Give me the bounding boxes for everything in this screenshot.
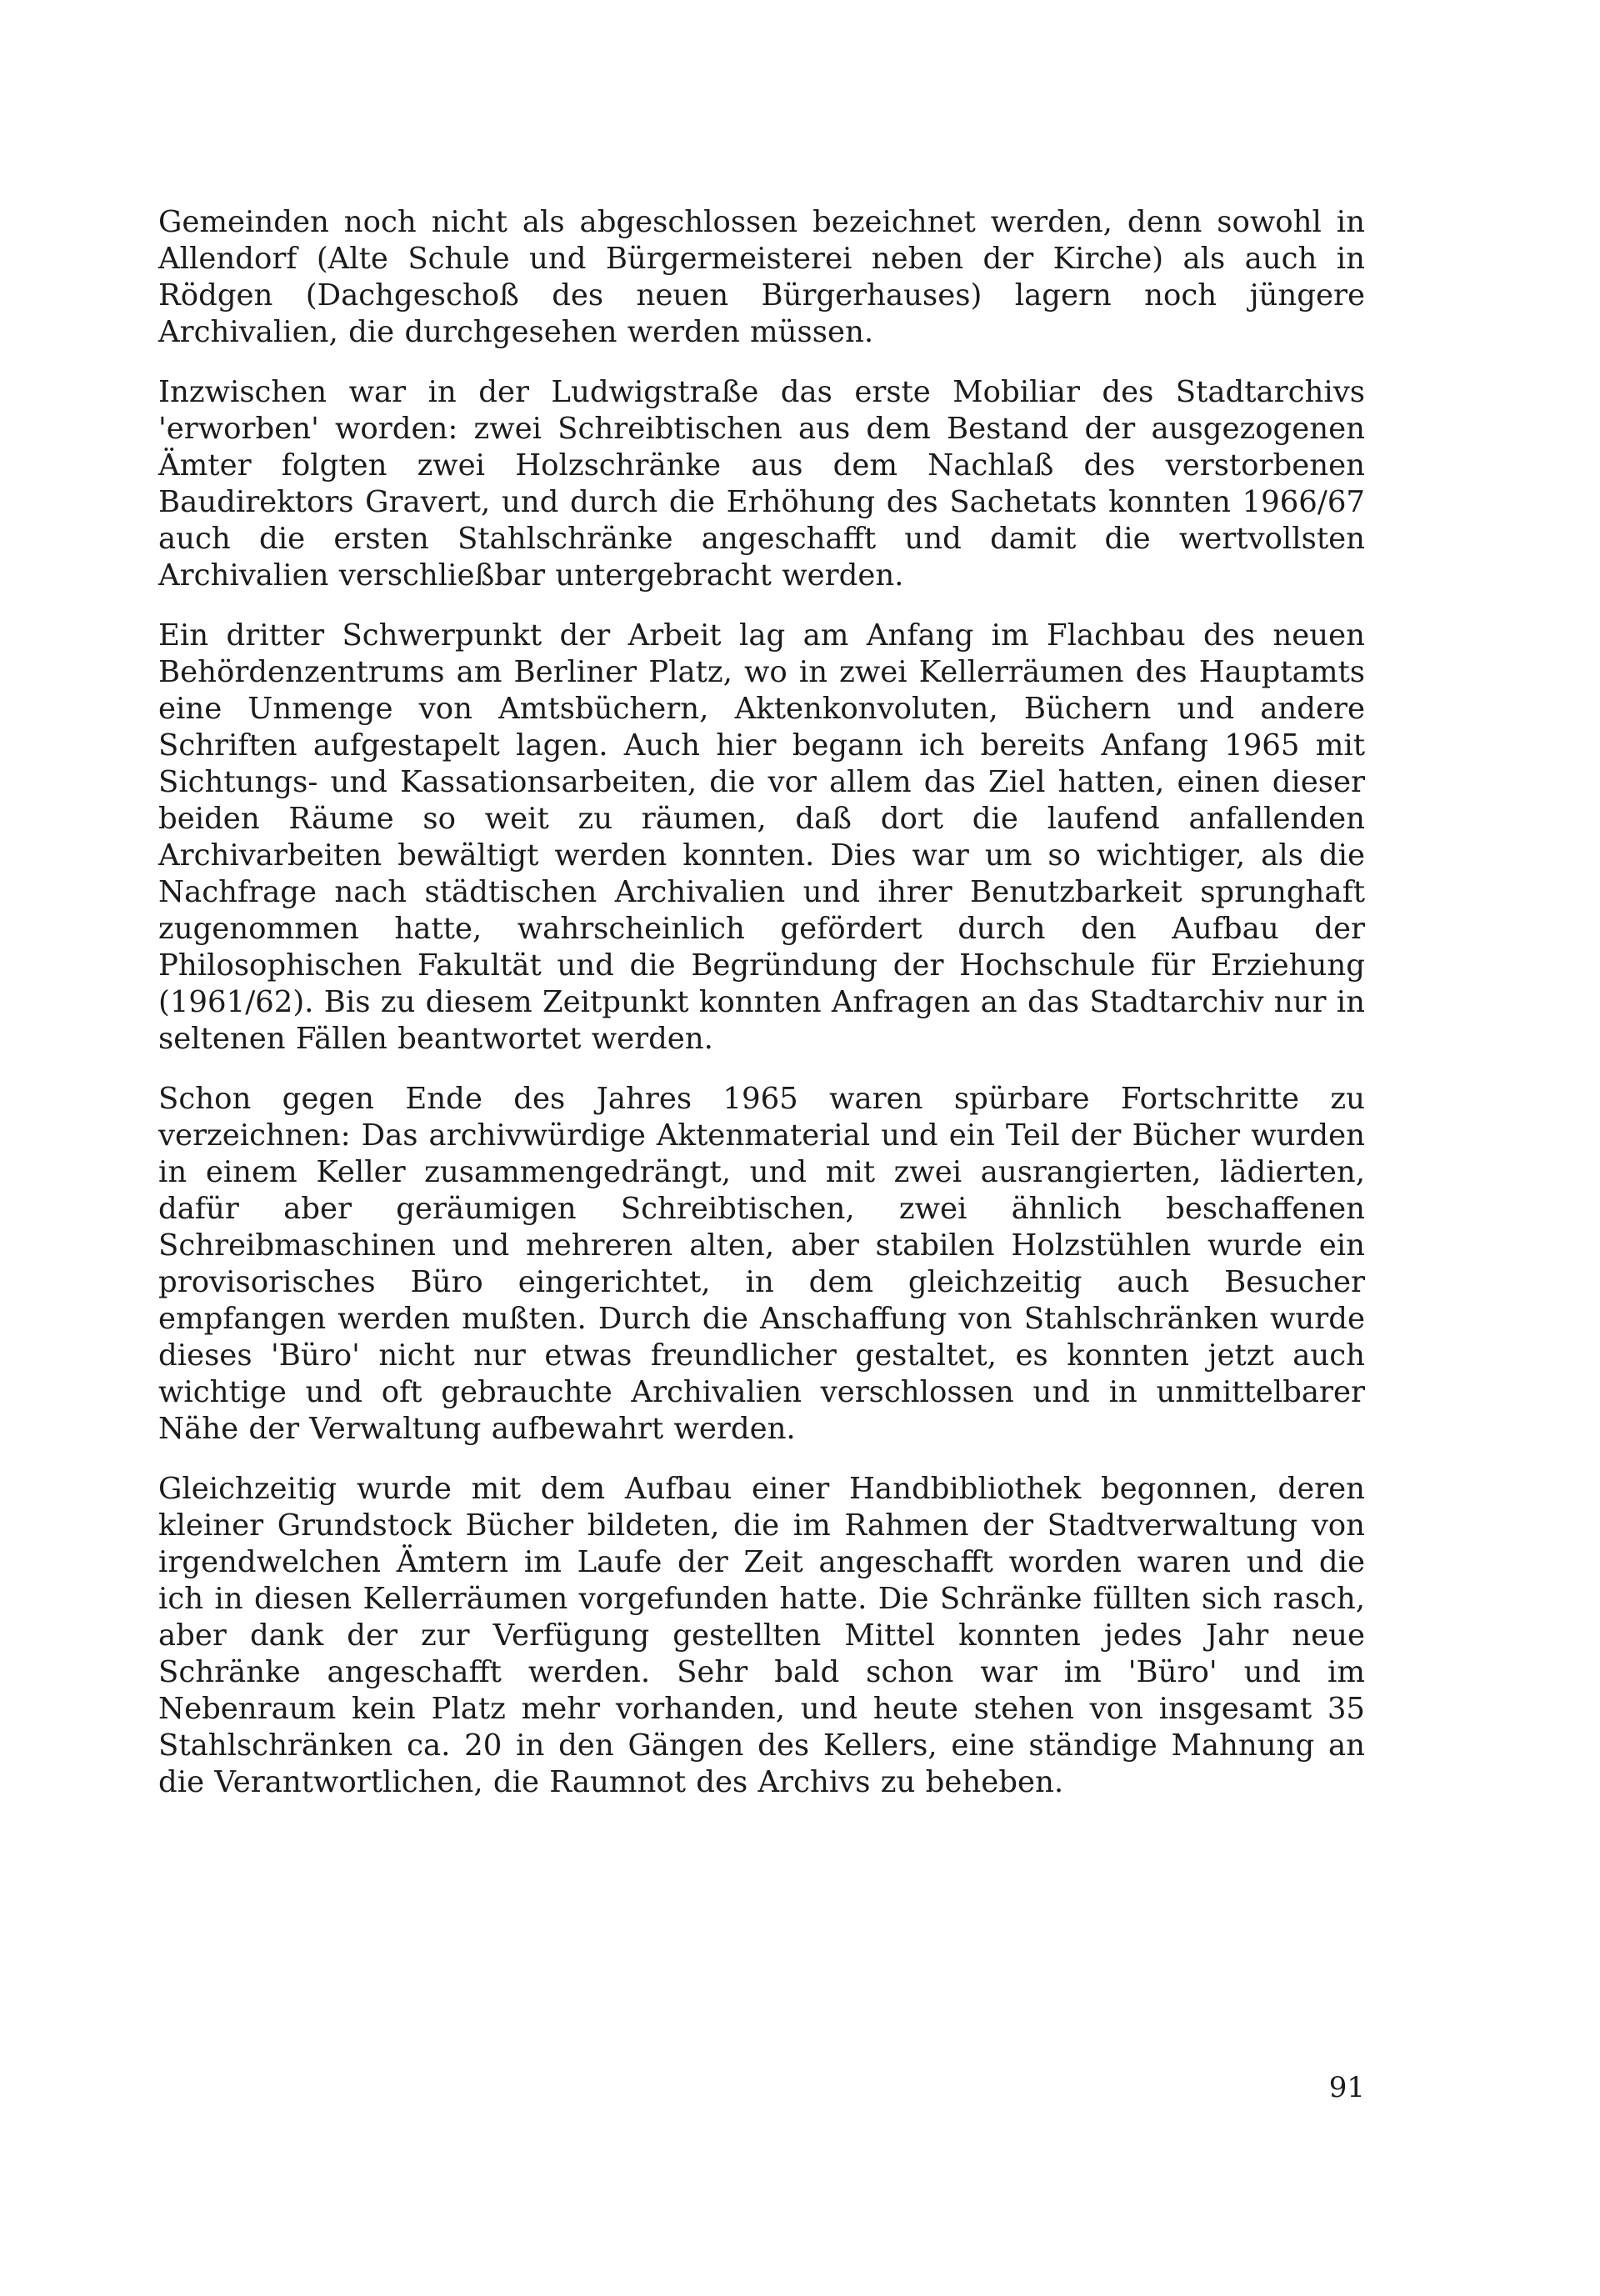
- paragraph-4: Schon gegen Ende des Jahres 1965 waren spürbare Fortschritte zu verzeichnen: Das archivwürdige Aktenmaterial und ein Teil der Bücher wurden in einem Keller zusammengedrängt, und mit zwei ausrangierten, lädierten, dafür aber geräumigen Schreibtischen, zwei ähnlich beschaffenen Schreibmaschinen und mehreren alten, aber stabilen Holzstühlen wurde ein provisorisches Büro eingerichtet, in dem gleichzeitig auch Besucher empfangen werden mußten. Durch die Anschaffung von Stahlschränken wurde dieses 'Büro' nicht nur etwas freundlicher gestaltet, es konnten jetzt auch wichtige und oft gebrauchte Archivalien verschlossen und in unmittelbarer Nähe der Verwaltung aufbewahrt werden.: [158, 1082, 1365, 1446]
- paragraph-2: Inzwischen war in der Ludwigstraße das erste Mobiliar des Stadtarchivs 'erworben' worden: zwei Schreibtischen aus dem Bestand der ausgezogenen Ämter folgten zwei Holzschränke aus dem Nachlaß des verstorbenen Baudirektors Gravert, und durch die Erhöhung des Sachetats konnten 1966/67 auch die ersten Stahlschränke angeschafft und damit die wertvollsten Archivalien verschließbar untergebracht werden.: [158, 375, 1365, 593]
- paragraph-5: Gleichzeitig wurde mit dem Aufbau einer Handbibliothek begonnen, deren kleiner Grundstock Bücher bildeten, die im Rahmen der Stadtverwaltung von irgendwelchen Ämtern im Laufe der Zeit angeschafft worden waren und die ich in diesen Kellerräumen vorgefunden hatte. Die Schränke füllten sich rasch, aber dank der zur Verfügung gestellten Mittel konnten jedes Jahr neue Schränke angeschafft werden. Sehr bald schon war im 'Büro' und im Nebenraum kein Platz mehr vorhanden, und heute stehen von insgesamt 35 Stahlschränken ca. 20 in den Gängen des Kellers, eine ständige Mahnung an die Verantwortlichen, die Raumnot des Archivs zu beheben.: [158, 1472, 1365, 1799]
- page-number: 91: [1328, 2071, 1365, 2104]
- body-text: [158, 204, 1365, 1824]
- paragraph-3: Ein dritter Schwerpunkt der Arbeit lag am Anfang im Flachbau des neuen Behördenzentrums am Berliner Platz, wo in zwei Kellerräumen des Hauptamts eine Unmenge von Amtsbüchern, Aktenkonvoluten, Büchern und andere Schriften aufgestapelt lagen. Auch hier begann ich bereits Anfang 1965 mit Sichtungs- und Kassationsarbeiten, die vor allem das Ziel hatten, einen dieser beiden Räume so weit zu räumen, daß dort die laufend anfallenden Archivarbeiten bewältigt werden konnten. Dies war um so wichtiger, als die Nachfrage nach städtischen Archivalien und ihrer Benutzbarkeit sprunghaft zugenommen hatte, wahrscheinlich gefördert durch den Aufbau der Philosophischen Fakultät und die Begründung der Hochschule für Erziehung (1961/62). Bis zu diesem Zeitpunkt konnten Anfragen an das Stadtarchiv nur in seltenen Fällen beantwortet werden.: [158, 618, 1365, 1056]
- paragraph-1: Gemeinden noch nicht als abgeschlossen bezeichnet werden, denn sowohl in Allendorf (Alte Schule und Bürgermeisterei neben der Kirche) als auch in Rödgen (Dachgeschoß des neuen Bürgerhauses) lagern noch jüngere Archivalien, die durchgesehen werden müssen.: [158, 205, 1365, 349]
